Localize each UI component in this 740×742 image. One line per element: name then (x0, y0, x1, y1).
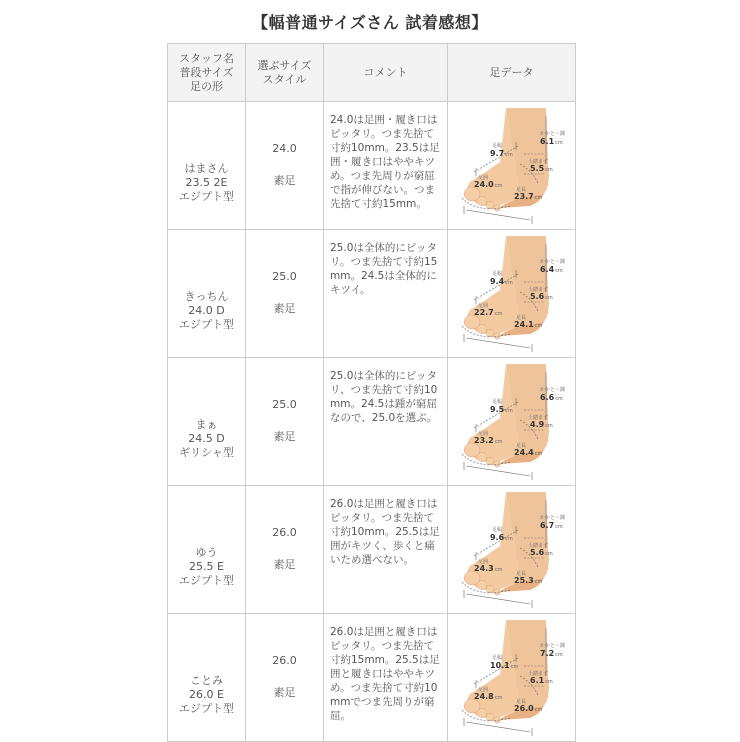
heel-value: 6.7cm (540, 521, 563, 530)
length-value: 25.3cm (514, 576, 543, 585)
page-title: 【幅普通サイズさん 試着感想】 (252, 13, 488, 32)
foot-diagram (448, 614, 575, 741)
size-cell (246, 358, 324, 486)
usual-size: 24.5 D (188, 432, 225, 445)
foot-data-cell (448, 102, 576, 230)
foot-illustration (448, 486, 576, 613)
header-size-line1: 選ぶサイズ (257, 58, 312, 72)
wear-style: 素足 (273, 174, 296, 187)
foot-illustration (448, 358, 576, 485)
header-staff-line1: スタッフ名 (179, 51, 234, 65)
instep-label: 足幅 (492, 271, 503, 277)
instep-label: 足幅 (492, 655, 503, 661)
usual-size: 24.0 D (188, 304, 225, 317)
girth-label: 足囲 (478, 175, 489, 181)
arch-label: 土踏まず (528, 287, 549, 293)
foot-illustration (448, 102, 576, 229)
size-cell (246, 230, 324, 358)
chosen-size: 26.0 (272, 526, 297, 539)
chosen-size: 26.0 (272, 654, 297, 667)
header-size (246, 44, 324, 102)
fitting-review-table (167, 43, 576, 742)
length-label: 足長 (516, 315, 527, 321)
length-label: 足長 (516, 443, 527, 449)
heel-label: かかと～踝 (540, 259, 566, 265)
comment-text: 26.0は足囲と履き口はピッタリ。つま先捨て寸約10mm。25.5は足囲がキツく、歩くと痛いため選べない。 (330, 498, 440, 566)
table-row (168, 614, 576, 742)
length-value: 26.0cm (514, 704, 543, 713)
size-cell (246, 102, 324, 230)
size-cell (246, 614, 324, 742)
header-staff-line2: 普段サイズ (179, 65, 234, 79)
comment-cell (324, 486, 448, 614)
comment-cell (324, 358, 448, 486)
comment-cell (324, 614, 448, 742)
foot-data-cell (448, 614, 576, 742)
foot-diagram (448, 230, 575, 357)
staff-name: きっちん (184, 290, 229, 303)
comment-cell (324, 102, 448, 230)
arch-label: 土踏まず (528, 671, 549, 677)
arch-value: 4.9cm (530, 420, 553, 429)
girth-value: 22.7cm (474, 308, 503, 317)
table-header-row (168, 44, 576, 102)
heel-label: かかと～踝 (540, 131, 566, 137)
foot-shape: エジプト型 (179, 702, 234, 715)
foot-shape: エジプト型 (179, 574, 234, 587)
heel-value: 6.4cm (540, 265, 563, 274)
chosen-size: 24.0 (272, 142, 297, 155)
girth-label: 足囲 (478, 687, 489, 693)
instep-label: 足幅 (492, 399, 503, 405)
size-cell (246, 486, 324, 614)
foot-shape: エジプト型 (179, 190, 234, 203)
heel-value: 6.1cm (540, 137, 563, 146)
instep-value: 9.6cm (490, 533, 513, 542)
length-label: 足長 (516, 699, 527, 705)
heel-label: かかと～踝 (540, 387, 566, 393)
arch-value: 5.5cm (530, 164, 553, 173)
staff-cell (168, 358, 246, 486)
heel-label: かかと～踝 (540, 643, 566, 649)
length-value: 24.1cm (514, 320, 543, 329)
girth-value: 24.0cm (474, 180, 503, 189)
header-staff-line3: 足の形 (190, 79, 223, 93)
instep-value: 10.1cm (490, 661, 519, 670)
header-staff (168, 44, 246, 102)
wear-style: 素足 (273, 558, 296, 571)
header-comment: コメント (324, 44, 448, 102)
staff-cell (168, 614, 246, 742)
heel-label: かかと～踝 (540, 515, 566, 521)
instep-value: 9.4cm (490, 277, 513, 286)
girth-label: 足囲 (478, 559, 489, 565)
foot-data-cell (448, 230, 576, 358)
instep-label: 足幅 (492, 527, 503, 533)
usual-size: 25.5 E (189, 560, 224, 573)
arch-value: 5.6cm (530, 292, 553, 301)
arch-label: 土踏まず (528, 159, 549, 165)
instep-label: 足幅 (492, 143, 503, 149)
staff-name: ゆう (195, 546, 218, 559)
comment-text: 24.0は足囲・履き口はピッタリ。つま先捨て寸約10mm。23.5は足囲・履き口はややキツめ。つま先周りが窮屈で指が伸びない。つま先捨て寸約15mm。 (330, 114, 440, 210)
staff-name: ことみ (190, 674, 223, 687)
foot-illustration (448, 230, 576, 357)
arch-label: 土踏まず (528, 543, 549, 549)
girth-label: 足囲 (478, 303, 489, 309)
instep-value: 9.5cm (490, 405, 513, 414)
header-size-line2: スタイル (262, 72, 307, 86)
arch-value: 6.1cm (530, 676, 553, 685)
arch-value: 5.6cm (530, 548, 553, 557)
chosen-size: 25.0 (272, 398, 297, 411)
comment-cell (324, 230, 448, 358)
girth-value: 24.3cm (474, 564, 503, 573)
usual-size: 26.0 E (189, 688, 224, 701)
girth-label: 足囲 (478, 431, 489, 437)
chosen-size: 25.0 (272, 270, 297, 283)
length-label: 足長 (516, 571, 527, 577)
foot-diagram (448, 358, 575, 485)
length-label: 足長 (516, 187, 527, 193)
heel-value: 7.2cm (540, 649, 563, 658)
girth-value: 23.2cm (474, 436, 503, 445)
foot-data-cell (448, 486, 576, 614)
foot-diagram (448, 486, 575, 613)
table-row (168, 102, 576, 230)
heel-value: 6.6cm (540, 393, 563, 402)
foot-data-cell (448, 358, 576, 486)
comment-text: 25.0は全体的にピッタリ、つま先捨て寸約10mm。24.5は踵が窮屈なので、25.0を選ぶ。 (330, 370, 438, 424)
table-row (168, 230, 576, 358)
foot-diagram (448, 102, 575, 229)
wear-style: 素足 (273, 686, 296, 699)
length-value: 24.4cm (514, 448, 543, 457)
staff-cell (168, 230, 246, 358)
arch-label: 土踏まず (528, 415, 549, 421)
staff-name: はまさん (184, 162, 229, 175)
table-row (168, 358, 576, 486)
staff-cell (168, 486, 246, 614)
girth-value: 24.8cm (474, 692, 503, 701)
foot-shape: エジプト型 (179, 318, 234, 331)
staff-cell (168, 102, 246, 230)
foot-shape: ギリシャ型 (179, 446, 234, 459)
staff-name: まぁ (195, 418, 218, 431)
header-foot-data: 足データ (448, 44, 576, 102)
table-row (168, 486, 576, 614)
comment-text: 26.0は足囲と履き口はピッタリ。つま先捨て寸約15mm。25.5は足囲と履き口はややキツめ。つま先捨て寸約10mmでつま先周りが窮屈。 (330, 626, 440, 722)
comment-text: 25.0は全体的にピッタリ。つま先捨て寸約15mm。24.5は全体的にキツイ。 (330, 242, 438, 296)
usual-size: 23.5 2E (185, 176, 228, 189)
foot-illustration (448, 614, 576, 741)
wear-style: 素足 (273, 302, 296, 315)
length-value: 23.7cm (514, 192, 543, 201)
instep-value: 9.7cm (490, 149, 513, 158)
wear-style: 素足 (273, 430, 296, 443)
